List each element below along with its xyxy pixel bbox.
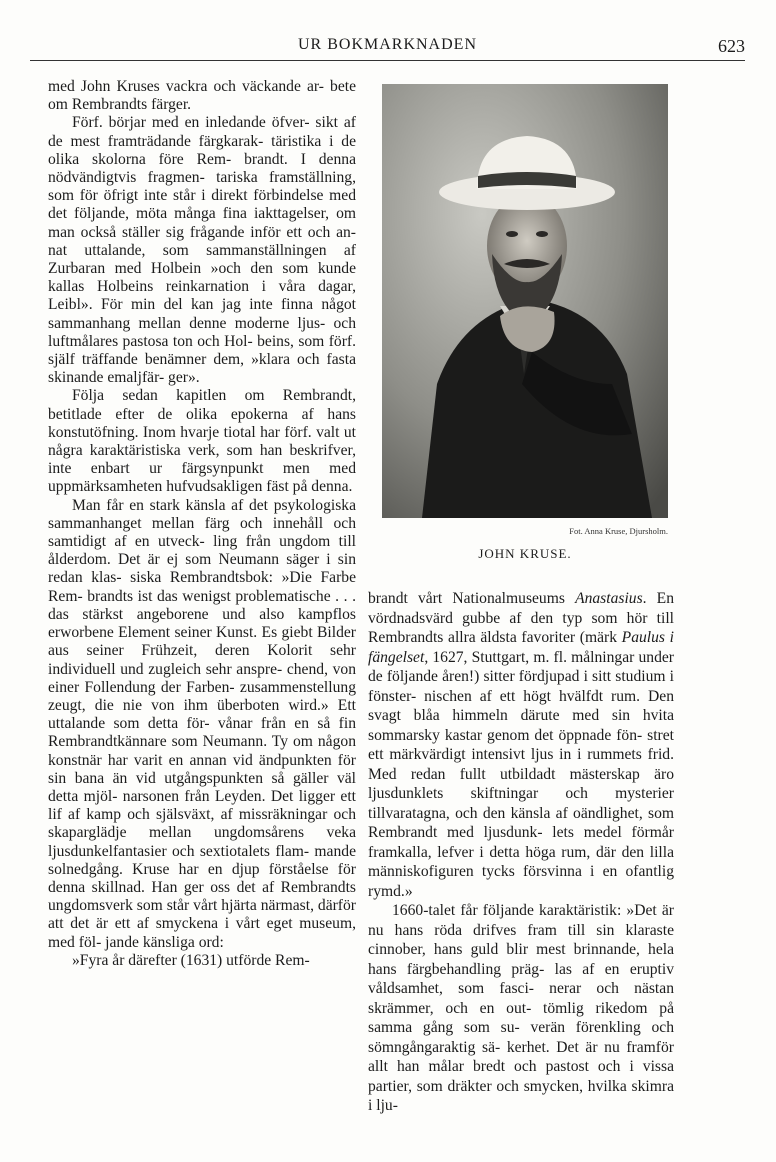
italic-title: Anastasius xyxy=(575,590,643,608)
paragraph: 1660-talet får följande karaktäristik: »Det är nu hans röda drifves fram till sin klaraste cinnober, hans guld blir mest brinnande, hela hans färgbehandling präg- las af en eruptiv våldsamhet, som fasci- nerar och nästan skrämmer, och en out- tömlig rikedom på samma gång som su- verän förenkling och sömngångaraktig sä- kerhet. Det är nu framför allt han målar bredt och pastost och i vissa partier, som dräkter och smycken, hvilka skimra i lju- xyxy=(368,902,674,1115)
portrait-illustration xyxy=(382,84,668,518)
photo-credit: Fot. Anna Kruse, Djursholm. xyxy=(569,526,668,536)
text-run: , 1627, Stuttgart, m. fl. målningar under de följande åren!) sitter fördjupad i sitt studium i fönster- nischen af ett högt hvälfdt rum. Den svagt blåa himmeln därute med sin hvita sommarsky kastar genom det öppnade fön- stret ett märkvärdigt intensivt ljus in i rummets frid. Med redan fullt utbildadt mästerskap äro ljusdunklets skiftningar och mysterier tillvaratagna, och den känsla af oändlighet, som Rembrandt med ljusdunk- lets medel förmår framkalla, lefver i detta höga rum, där den lilla människofiguren tycks försvinna i en ofantlig rymd.» xyxy=(368,648,674,900)
portrait-figure xyxy=(382,84,668,563)
running-title: UR BOKMARKNADEN xyxy=(297,36,477,53)
running-head xyxy=(30,30,745,61)
paragraph: med John Kruses vackra och väckande ar- bete om Rembrandts färger. xyxy=(48,78,356,114)
figure-caption: JOHN KRUSE. xyxy=(478,546,572,562)
text-run: brandt vårt Nationalmuseums xyxy=(368,590,576,608)
paragraph: Förf. börjar med en inledande öfver- sikt af de mest framträdande färgkarak- täristika i de olika skolorna före Rem- brandt. I denna nödvändigtvis fragmen- tariska framställning, som för öfrigt inte står i direkt förbindelse med det följande, möta många fina iakttagelser, om man också ställer sig frågande inför ett och an- nat uttalande, som sammanställningen af Zurbaran med Holbein »och den som kunde kallas Holbeins reinkarnation i våra dagar, Leibl». För min del kan jag inte finna något sammanhang mellan denne moderne ljus- och luftmålares pastosa ton och Hol- beins, som förf. själf träffande benämner dem, »klara och fasta skinande emaljfär- ger». xyxy=(48,114,356,387)
paragraph xyxy=(368,589,674,901)
text-run: . En vördnadsvärd gubbe af den typ som hör till Rembrandts allra äldsta favoriter (märk xyxy=(368,590,674,647)
page-number: 623 xyxy=(718,36,745,56)
paragraph: »Fyra år därefter (1631) utförde Rem- xyxy=(72,951,310,969)
right-column xyxy=(368,78,674,1116)
right-column-text xyxy=(368,589,674,1116)
left-column xyxy=(48,78,356,970)
italic-title: Paulus i fängelset xyxy=(368,629,674,666)
paragraph: Följa sedan kapitlen om Rembrandt, betitlade efter de olika epokerna af hans konstutöfning. Inom hvarje tiotal har förf. valt ut några karaktäristiska verk, som han beskrifver, inte enbart ur färgsynpunkt men med uppmärksamheten hufvudsakligen fäst på denna. xyxy=(48,387,356,496)
portrait-photo xyxy=(382,84,668,518)
paragraph: Man får en stark känsla af det psykologiska sammanhanget mellan färg och innehåll och samtidigt af en utveck- ling från ungdom till ålderdom. Det är ej som Neumann säger i sin redan klas- siska Rembrandtsbok: »Die Farbe Rem- brandts ist das wenigst problematische . . . das stärkst angeborene und also kampflos erworbene Element seiner Kunst. Es giebt Bilder aus seiner Frühzeit, deren Kolorit sehr individuell und zugleich sehr anspre- chend, von einer Follendung der Farben- zusammenstellung zeugt, die nie von ihm überboten wird.» Ett uttalande som detta för- vånar från en så fin Rembrandtkännare som Neumann. Ty om någon konstnär har varit en annan vid ändpunkten för sin bana än vid utgångspunkten så gäller väl detta mjöl- narsonen från Leyden. Det ligger ett lif af kamp och själsväxt, af missräkningar och skaparglädje mellan ungdomsårens veka ljusdunkelfantasier och sextiotalets flam- mande solnedgång. Kruse har en djup förståelse för denna skillnad. Han ger oss det af Rembrandts ungdomsverk som står vårt hjärta närmast, därför att det är ett af smyckena i vårt eget museum, med föl- jande känsliga ord: xyxy=(48,496,356,951)
